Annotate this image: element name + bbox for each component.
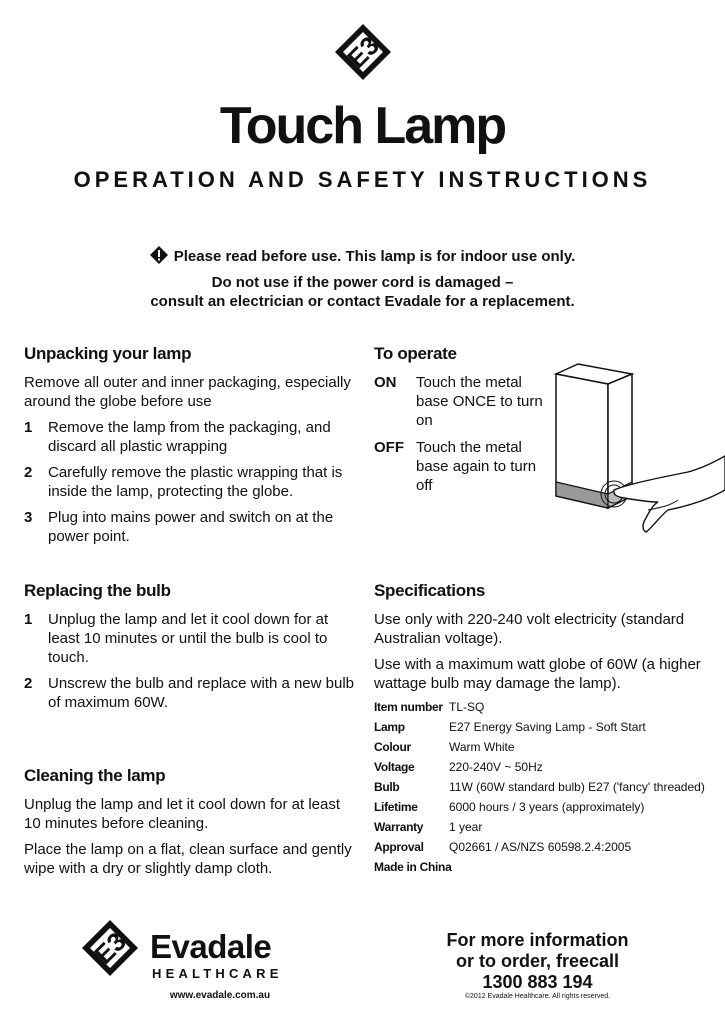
bulb-heading: Replacing the bulb xyxy=(24,581,171,600)
unpacking-section xyxy=(24,344,354,546)
lamp-illustration xyxy=(548,360,725,550)
unpacking-intro: Remove all outer and inner packaging, especially around the globe before use xyxy=(24,374,351,410)
warning-icon xyxy=(150,246,168,264)
list-item: 1 Remove the lamp from the packaging, and discard all plastic wrapping xyxy=(24,419,331,455)
spec-row: Item number TL-SQ xyxy=(374,700,485,714)
cleaning-para-2: Place the lamp on a flat, clean surface and gently wipe with a dry or slightly damp cloth. xyxy=(24,841,352,877)
spec-row: Approval Q02661 / AS/NZS 60598.2.4:2005 xyxy=(374,840,632,854)
spec-row: Made in China xyxy=(374,860,452,874)
list-item: 3 Plug into mains power and switch on at the power point. xyxy=(24,509,334,545)
operate-section xyxy=(374,344,544,495)
spec-row: Voltage 220-240V ~ 50Hz xyxy=(374,760,543,774)
svg-text:E3: E3 xyxy=(88,926,132,970)
spec-table xyxy=(374,697,719,877)
spec-row: Warranty 1 year xyxy=(374,820,483,834)
operate-off-row: OFF Touch the metal base again to turn off xyxy=(374,439,537,494)
unpacking-heading: Unpacking your lamp xyxy=(24,344,192,363)
cleaning-heading: Cleaning the lamp xyxy=(24,766,166,785)
website-link[interactable]: www.evadale.com.au xyxy=(169,990,271,1001)
operate-heading: To operate xyxy=(374,344,457,363)
evadale-logo-icon xyxy=(333,22,393,82)
brand-name: Evadale xyxy=(150,928,272,965)
list-item: 1 Unplug the lamp and let it cool down for at least 10 minutes or until the bulb is cool to touch. xyxy=(24,611,329,666)
warning-text: Please read before use. This lamp is for indoor use only. xyxy=(173,248,576,265)
spec-row: Colour Warm White xyxy=(374,740,515,754)
spec-row: Bulb 11W (60W standard bulb) E27 ('fancy' threaded) xyxy=(374,780,705,794)
cleaning-para-1: Unplug the lamp and let it cool down for at least 10 minutes before cleaning. xyxy=(24,796,341,832)
spec-row: Lifetime 6000 hours / 3 years (approximately) xyxy=(374,800,645,814)
specs-para-1: Use only with 220-240 volt electricity (standard Australian voltage). xyxy=(374,611,685,647)
brand-subtitle: HEALTHCARE xyxy=(152,966,283,981)
cleaning-section xyxy=(24,766,354,878)
svg-text:E3: E3 xyxy=(341,30,385,74)
list-item: 2 Carefully remove the plastic wrapping that is inside the lamp, protecting the globe. xyxy=(24,464,343,500)
operate-on-row: ON Touch the metal base ONCE to turn on xyxy=(374,374,543,429)
bulb-section xyxy=(24,581,354,712)
page-title: Touch Lamp xyxy=(219,97,506,155)
list-item: 2 Unscrew the bulb and replace with a new bulb of maximum 60W. xyxy=(24,675,355,711)
caution-text: Do not use if the power cord is damaged – consult an electrician or contact Evadale for a replacement. xyxy=(150,274,575,310)
evadale-footer-logo-icon xyxy=(80,918,140,978)
specifications-section xyxy=(374,581,719,877)
specs-para-2: Use with a maximum watt globe of 60W (a higher wattage bulb may damage the lamp). xyxy=(374,656,701,692)
copyright-text: ©2012 Evadale Healthcare. All rights reserved. xyxy=(464,993,611,1000)
phone-number: 1300 883 194 xyxy=(482,972,593,992)
spec-row: Lamp E27 Energy Saving Lamp - Soft Start xyxy=(374,720,646,734)
specifications-heading: Specifications xyxy=(374,581,486,600)
page-subtitle: OPERATION AND SAFETY INSTRUCTIONS xyxy=(73,167,652,192)
warning-line xyxy=(0,246,725,265)
contact-info: For more information or to order, freecall 1300 883 194 xyxy=(415,930,660,993)
